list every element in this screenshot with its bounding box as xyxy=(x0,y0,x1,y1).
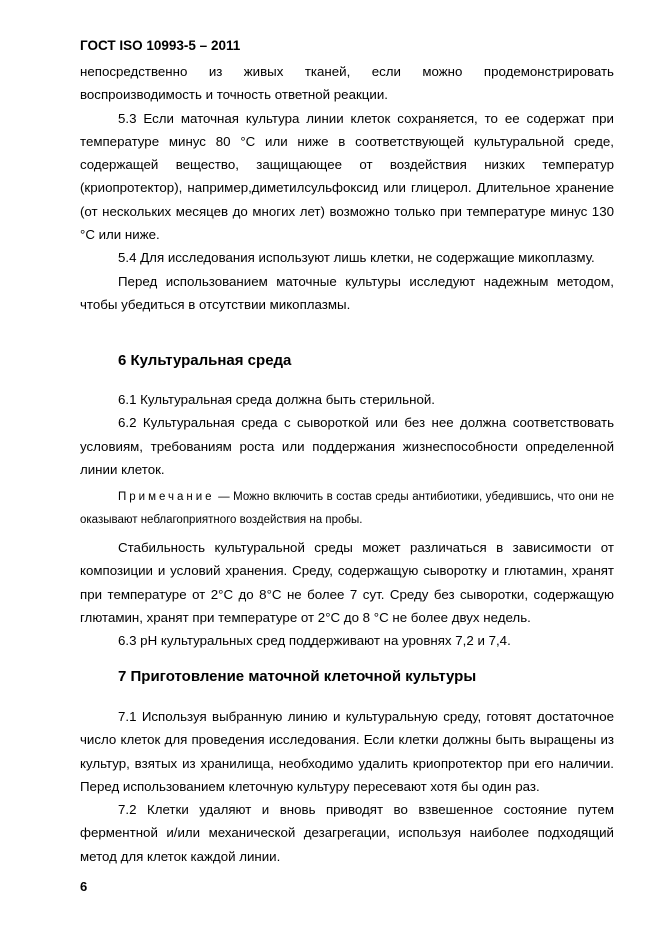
paragraph-5-3: 5.3 Если маточная культура линии клеток сохраняется, то ее содержат при температуре минус 80 °C или ниже в соответствующей культуральной среде, содержащей вещество, защищающее от воздействия низких температур (криопротектор), например,диметилсульфоксид или глицерол. Длительное хранение (от нескольких месяцев до многих лет) возможно только при температуре минус 130 °C или ниже. xyxy=(80,110,614,243)
paragraph-6-3: 6.3 pH культуральных сред поддерживают на уровнях 7,2 и 7,4. xyxy=(118,633,511,649)
note-block xyxy=(80,486,614,532)
section-6-continued xyxy=(80,536,614,652)
paragraph: непосредственно из живых тканей, если можно продемонстрировать воспроизводимость и точность ответной реакции. xyxy=(80,64,614,103)
note-text: — Можно включить в состав среды антибиотики, убедившись, что они не оказывают неблагоприятного воздействия на пробы. xyxy=(80,491,614,526)
paragraph-5-4: 5.4 Для исследования используют лишь клетки, не содержащие микоплазму. xyxy=(118,250,595,266)
section-6-heading: 6 Культуральная среда xyxy=(118,352,292,369)
section-5-continued xyxy=(80,60,614,316)
paragraph: Стабильность культуральной среды может различаться в зависимости от композиции и условий хранения. Среду, содержащую сыворотку и глютамин, хранят при температуре от 2°C до 8°C не более 7 сут. Среду без сыворотки, содержащую глютамин, хранят при температуре от 2°C до 8 °C не более двух недель. xyxy=(80,540,614,625)
section-7-heading: 7 Приготовление маточной клеточной культуры xyxy=(118,668,477,685)
paragraph-6-2: 6.2 Культуральная среда с сывороткой или без нее должна соответствовать условиям, требованиям роста или поддержания жизнеспособности определенной линии клеток. xyxy=(80,415,614,477)
paragraph-7-1: 7.1 Используя выбранную линию и культуральную среду, готовят достаточное число клеток для проведения исследования. Если клетки должны быть выращены из культур, взятых из хранилища, необходимо удалить криопротектор при его наличии. Перед использованием клеточную культуру пересевают хотя бы один раз. xyxy=(80,709,614,794)
paragraph-6-1: 6.1 Культуральная среда должна быть стерильной. xyxy=(118,392,435,407)
section-7-body xyxy=(80,705,614,868)
note-label: Примечание xyxy=(118,491,215,503)
page-number: 6 xyxy=(80,879,88,894)
document-header: ГОСТ ISO 10993-5 – 2011 xyxy=(80,38,241,53)
paragraph: Перед использованием маточные культуры исследуют надежным методом, чтобы убедиться в отсутствии микоплазмы. xyxy=(80,273,614,312)
paragraph-7-2: 7.2 Клетки удаляют и вновь приводят во взвешенное состояние путем ферментной и/или механической дезагрегации, используя наиболее подходящий метод для клеток каждой линии. xyxy=(80,802,614,864)
section-6-body xyxy=(80,388,614,481)
